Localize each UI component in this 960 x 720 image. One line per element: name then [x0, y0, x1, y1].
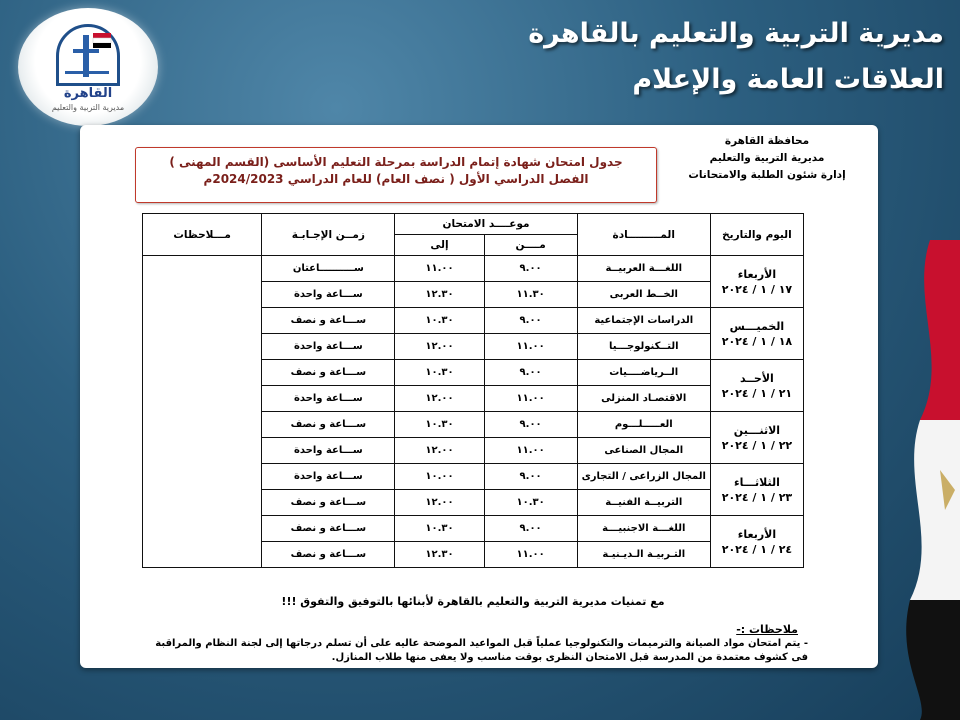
notes-label: ملاحظات :- [736, 623, 798, 636]
from-cell: ١١.٠٠ [484, 438, 577, 464]
to-cell: ١٠.٣٠ [395, 360, 484, 386]
duration-cell: ســـاعة و نصف [262, 360, 395, 386]
day-cell [710, 256, 803, 308]
schedule-panel [80, 125, 878, 668]
duration-cell: ســـاعة واحدة [262, 438, 395, 464]
day-name: الخميـــس [729, 319, 785, 333]
day-date: ٢٣ / ١ / ٢٠٢٤ [721, 490, 793, 504]
to-cell: ١٠.٣٠ [395, 516, 484, 542]
to-cell: ١٢.٠٠ [395, 490, 484, 516]
subject-cell: التربيــة الفنيــة [577, 490, 710, 516]
to-cell: ١٠.٣٠ [395, 412, 484, 438]
from-cell: ٩.٠٠ [484, 464, 577, 490]
header-notes: مـــلاحظات [143, 214, 262, 256]
egypt-flag-icon [900, 240, 960, 720]
subject-cell: اللغـــة الاجنبيـــة [577, 516, 710, 542]
subject-cell: المجال الزراعى / التجارى [577, 464, 710, 490]
header-to: إلى [395, 235, 484, 256]
from-cell: ١١.٠٠ [484, 542, 577, 568]
header-title: مديرية التربية والتعليم بالقاهرة [528, 18, 944, 49]
duration-cell: ســـاعة و نصف [262, 516, 395, 542]
duration-cell: ســـاعة واحدة [262, 386, 395, 412]
subject-cell: المجال الصناعى [577, 438, 710, 464]
schedule-subtitle: الفصل الدراسي الأول ( نصف العام) للعام الدراسي 2024/2023م [203, 172, 589, 186]
day-date: ٢٤ / ١ / ٢٠٢٤ [721, 542, 793, 556]
to-cell: ١١.٠٠ [395, 256, 484, 282]
from-cell: ٩.٠٠ [484, 308, 577, 334]
day-date: ٢٢ / ١ / ٢٠٢٤ [721, 438, 793, 452]
day-date: ٢١ / ١ / ٢٠٢٤ [721, 386, 793, 400]
day-cell [710, 516, 803, 568]
schedule-title-box [135, 147, 657, 203]
from-cell: ١٠.٣٠ [484, 490, 577, 516]
duration-cell: ســـاعة و نصف [262, 308, 395, 334]
subject-cell: التـربيـة الـديـنيـة [577, 542, 710, 568]
organization-block [662, 133, 872, 184]
day-name: الأحــد [740, 371, 774, 385]
duration-cell: ســـاعة و نصف [262, 542, 395, 568]
to-cell: ١٢.٠٠ [395, 386, 484, 412]
subject-cell: الخــط العربى [577, 282, 710, 308]
header-from: مــــن [484, 235, 577, 256]
header-subtitle: العلاقات العامة والإعلام [632, 64, 944, 95]
day-name: الثلاثـــاء [733, 475, 780, 489]
subject-cell: الاقتصـاد المنزلى [577, 386, 710, 412]
to-cell: ١٢.٠٠ [395, 334, 484, 360]
org-department: إدارة شئون الطلبة والامتحانات [688, 169, 846, 181]
directorate-logo [18, 8, 158, 126]
day-date: ١٧ / ١ / ٢٠٢٤ [721, 282, 793, 296]
from-cell: ٩.٠٠ [484, 256, 577, 282]
day-name: الأربعاء [737, 527, 777, 541]
day-name: الاثنـــين [733, 423, 781, 437]
to-cell: ١٠.٠٠ [395, 464, 484, 490]
org-directorate: مديرية التربية والتعليم [709, 152, 825, 164]
logo-subtext: مديرية التربية والتعليم [51, 103, 125, 112]
from-cell: ٩.٠٠ [484, 412, 577, 438]
from-cell: ١١.٠٠ [484, 386, 577, 412]
duration-cell: ســــــــــاعتان [262, 256, 395, 282]
logo-emblem-icon [56, 24, 120, 86]
header-day: اليوم والتاريخ [710, 214, 803, 256]
to-cell: ١٢.٣٠ [395, 542, 484, 568]
notes-cell [143, 256, 262, 568]
day-cell [710, 360, 803, 412]
subject-cell: الــرياضــــيات [577, 360, 710, 386]
header-duration: زمــن الإجـابـة [262, 214, 395, 256]
exam-schedule-table [142, 213, 804, 568]
logo-text: القاهرة [63, 86, 113, 101]
schedule-title: جدول امتحان شهادة إتمام الدراسة بمرحلة التعليم الأساسى (القسم المهنى ) [169, 155, 623, 169]
day-name: الأربعاء [737, 267, 777, 281]
day-cell [710, 464, 803, 516]
subject-cell: العـــــلـــوم [577, 412, 710, 438]
org-governorate: محافظة القاهرة [724, 135, 810, 147]
header-subject: المـــــــــادة [577, 214, 710, 256]
duration-cell: ســـاعة و نصف [262, 490, 395, 516]
table-row [143, 256, 804, 282]
day-cell [710, 412, 803, 464]
duration-cell: ســـاعة واحدة [262, 282, 395, 308]
day-cell [710, 308, 803, 360]
to-cell: ١٢.٠٠ [395, 438, 484, 464]
subject-cell: اللغـــة العربيــة [577, 256, 710, 282]
day-date: ١٨ / ١ / ٢٠٢٤ [721, 334, 793, 348]
to-cell: ١٠.٣٠ [395, 308, 484, 334]
wishes-text: مع تمنيات مديرية التربية والتعليم بالقاهرة لأبنائها بالتوفيق والتفوق !!! [281, 595, 665, 608]
duration-cell: ســـاعة و نصف [262, 412, 395, 438]
from-cell: ١١.٣٠ [484, 282, 577, 308]
duration-cell: ســـاعة واحدة [262, 334, 395, 360]
from-cell: ٩.٠٠ [484, 516, 577, 542]
to-cell: ١٢.٣٠ [395, 282, 484, 308]
subject-cell: التــكنولوجـــيا [577, 334, 710, 360]
from-cell: ٩.٠٠ [484, 360, 577, 386]
header-time: موعــــد الامتحان [395, 214, 577, 235]
subject-cell: الدراسات الإجتماعية [577, 308, 710, 334]
from-cell: ١١.٠٠ [484, 334, 577, 360]
duration-cell: ســـاعة واحدة [262, 464, 395, 490]
notes-text: - يتم امتحان مواد الصيانة والترميمات والتكنولوجيا عملياً قبل المواعيد الموضحة عاليه على أن تسلم درجاتها إلى لجنة النظام والمراقبة فى كشوف معتمدة من المدرسة قبل الامتحان النظرى بوقت مناسب ولا يعفى منها طلاب المنازل. [155, 638, 808, 663]
